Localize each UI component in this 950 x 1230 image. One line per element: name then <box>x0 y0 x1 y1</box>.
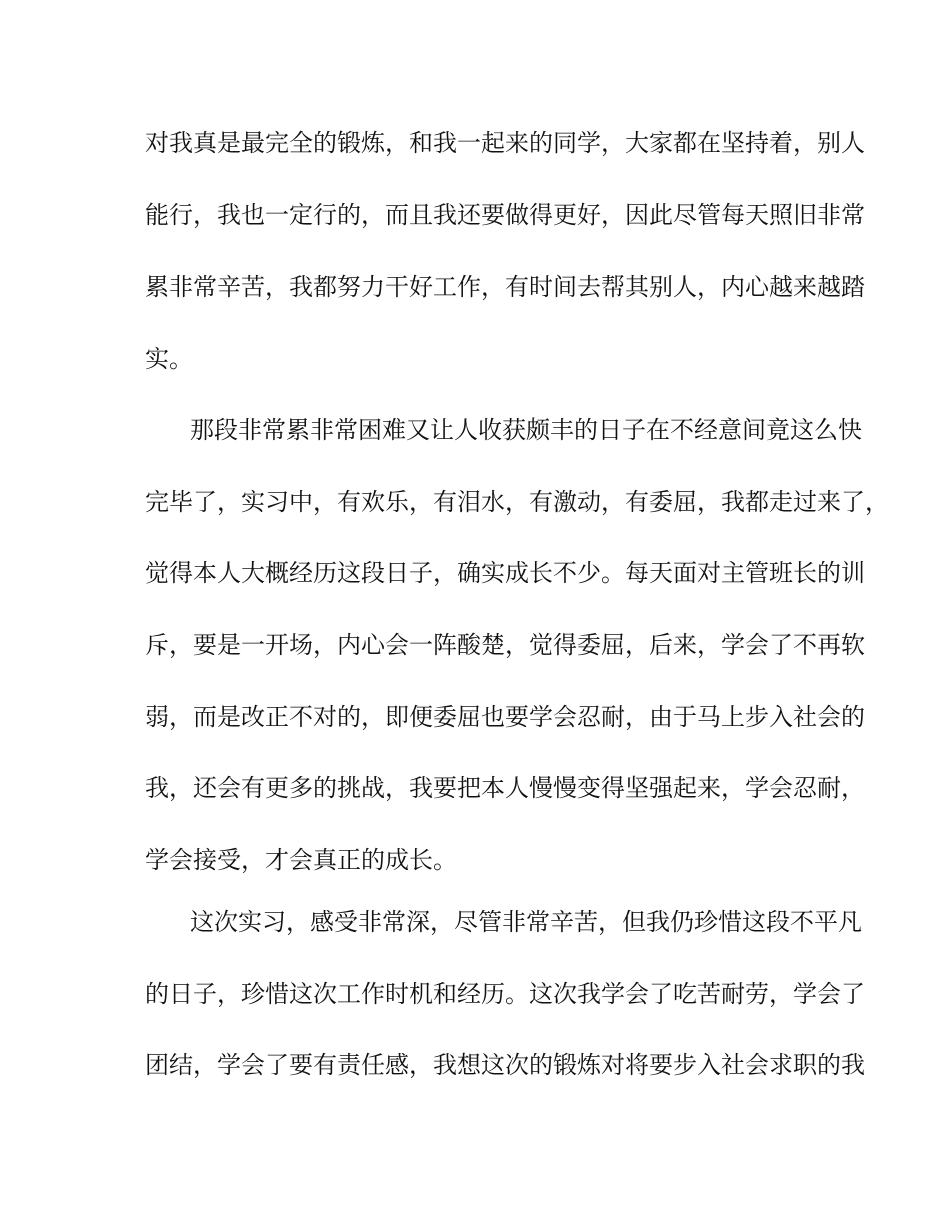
text-line: 能行，我也一定行的，而且我还要做得更好，因此尽管每天照旧非常 <box>145 201 865 229</box>
paragraph-first-line: 这次实习，感受非常深，尽管非常辛苦，但我仍珍惜这段不平凡 <box>190 908 862 936</box>
text-line: 学会接受，才会真正的成长。 <box>145 846 457 874</box>
text-line: 斥，要是一开场，内心会一阵酸楚，觉得委屈，后来，学会了不再软 <box>145 631 865 659</box>
text-line: 累非常辛苦，我都努力干好工作，有时间去帮其别人，内心越来越踏 <box>145 273 865 301</box>
paragraph-first-line: 那段非常累非常困难又让人收获颇丰的日子在不经意间竟这么快 <box>190 416 862 444</box>
text-line: 觉得本人大概经历这段日子，确实成长不少。每天面对主管班长的训 <box>145 559 865 587</box>
text-line: 实。 <box>145 345 193 373</box>
text-line: 团结，学会了要有责任感，我想这次的锻炼对将要步入社会求职的我 <box>145 1051 865 1079</box>
text-line: 我，还会有更多的挑战，我要把本人慢慢变得坚强起来，学会忍耐， <box>145 774 865 802</box>
text-line: 完毕了，实习中，有欢乐，有泪水，有激动，有委屈，我都走过来了， <box>145 488 889 516</box>
text-line: 的日子，珍惜这次工作时机和经历。这次我学会了吃苦耐劳，学会了 <box>145 980 865 1008</box>
text-line: 对我真是最完全的锻炼，和我一起来的同学，大家都在坚持着，别人 <box>145 129 865 157</box>
text-line: 弱，而是改正不对的，即便委屈也要学会忍耐，由于马上步入社会的 <box>145 703 865 731</box>
